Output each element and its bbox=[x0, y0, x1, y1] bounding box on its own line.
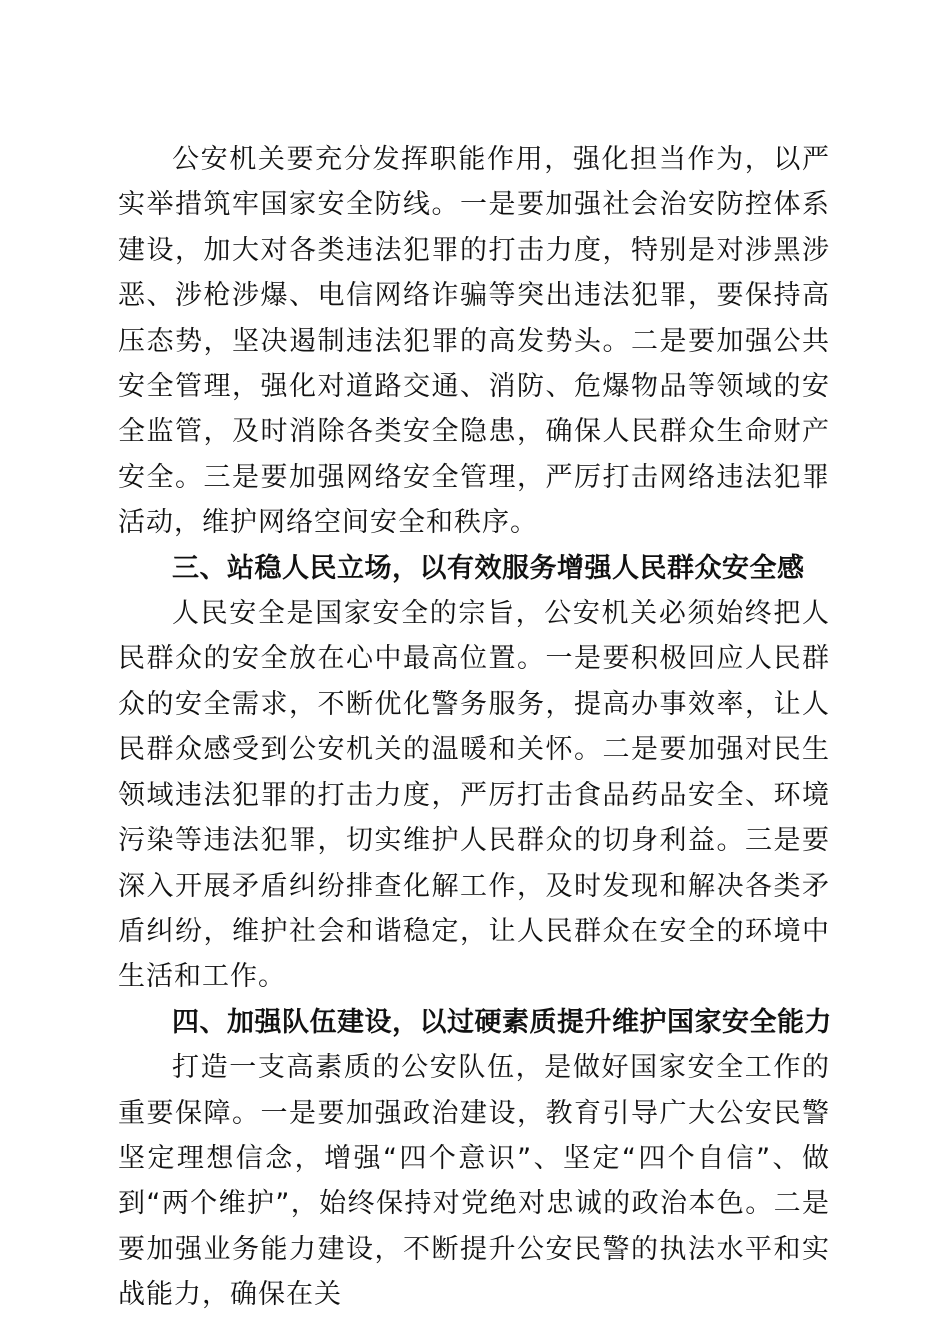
paragraph-people-security: 人民安全是国家安全的宗旨，公安机关必须始终把人民群众的安全放在心中最高位置。一是要积极回应人民群众的安全需求，不断优化警务服务，提高办事效率，让人民群众感受到公安机关的温暖和关怀。二是要加强对民生领域违法犯罪的打击力度，严厉打击食品药品安全、环境污染等违法犯罪，切实维护人民群众的切身利益。三是要深入开展矛盾纠纷排查化解工作，及时发现和解决各类矛盾纠纷，维护社会和谐稳定，让人民群众在安全的环境中生活和工作。 bbox=[118, 598, 830, 993]
section-heading-three: 三、站稳人民立场，以有效服务增强人民群众安全感 bbox=[172, 552, 805, 584]
paragraph-team-building: 打造一支高素质的公安队伍，是做好国家安全工作的重要保障。一是要加强政治建设，教育引导广大公安民警坚定理想信念，增强“四个意识”、坚定“四个自信”、做到“两个维护”，始终保持对党绝对忠诚的政治本色。二是要加强业务能力建设，不断提升公安民警的执法水平和实战能力，确保在关 bbox=[118, 1052, 830, 1311]
document-body bbox=[118, 137, 830, 1318]
section-heading-four: 四、加强队伍建设，以过硬素质提升维护国家安全能力 bbox=[172, 1006, 832, 1038]
paragraph-public-security-role: 公安机关要充分发挥职能作用，强化担当作为，以严实举措筑牢国家安全防线。一是要加强社会治安防控体系建设，加大对各类违法犯罪的打击力度，特别是对涉黑涉恶、涉枪涉爆、电信网络诈骗等突出违法犯罪，要保持高压态势，坚决遏制违法犯罪的高发势头。二是要加强公共安全管理，强化对道路交通、消防、危爆物品等领域的安全监管，及时消除各类安全隐患，确保人民群众生命财产安全。三是要加强网络安全管理，严厉打击网络违法犯罪活动，维护网络空间安全和秩序。 bbox=[118, 144, 830, 539]
